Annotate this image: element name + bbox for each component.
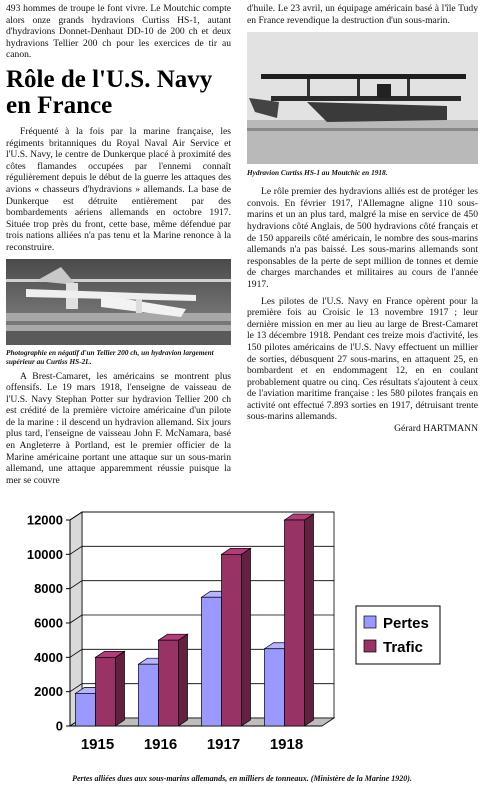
y-tick-label: 12000 [26, 512, 63, 528]
legend-label-trafic: Trafic [383, 639, 424, 656]
left-intro-text: 493 hommes de troupe le font vivre. Le Moutchic compte alors onze grands hydravions Curtiss HS-1, autant d'hydravions Donnet-Denhaut DD-10 de 200 ch et deux hydravions Tellier 200 ch pour les exercices de tir au canon. [6, 3, 231, 61]
bar-trafic-1917 [222, 554, 242, 726]
right-paragraph-1: Le rôle premier des hydravions alliés est de protéger les convois. En février 1917, l'Allemagne aligne 110 sous-marins et un an plus tard, malgré la mise en service de 450 hydravions côté Anglais, de 500 hydravions côté français et de 150 appareils côté américain, le nombre des sous-marins allemands n'a pas baissé. Les sous-marins allemands sont responsables de la perte de sept million de tonnes et demie de charges marchandes et militaires au cours de l'année 1917. [247, 186, 478, 290]
left-paragraph-2: A Brest-Camaret, les américains se montrent plus offensifs. Le 19 mars 1918, l'enseigne de vaisseau de l'U.S. Navy Stephan Potter sur hydravion Tellier 200 ch est crédité de la première victoire américaine d'un pilote de la marine : il descend un hydravion allemand. Six jours plus tard, l'enseigne de vaisseau John F. McNamara, basé en Angleterre à Portland, est le premier officier de la Marine américaine portant une attaque sur un sous-marin allemand, une attaque apparemment réussie puisque la mer se couvre [6, 370, 231, 486]
right-photo-caption: Hydravion Curtiss HS-1 au Moutchic en 1918. [247, 168, 388, 178]
y-tick-label: 4000 [34, 649, 63, 665]
y-tick-label: 6000 [34, 615, 63, 631]
right-column [247, 3, 478, 435]
legend-swatch-pertes [364, 616, 376, 628]
bar-side [179, 634, 188, 726]
bar-trafic-1916 [159, 640, 179, 726]
bar-pertes-1916 [139, 664, 159, 726]
bar-side [305, 514, 314, 726]
bar-pertes-1918 [265, 649, 285, 726]
left-photo-caption: Photographie en négatif d'un Tellier 200 ch, un hydravion largement supérieur au Curtiss HS-2L. [6, 347, 214, 366]
y-tick-label: 8000 [34, 581, 63, 597]
bar-trafic-1915 [96, 657, 116, 726]
section-heading: Rôle de l'U.S. Navy en France [6, 65, 213, 119]
y-tick-label: 10000 [26, 546, 63, 562]
right-paragraph-2: Les pilotes de l'U.S. Navy en France opèrent pour la première fois au Croisic le 13 novembre 1917 ; leur dernière mission en mer au lieu au large de Brest-Camaret le 13 décembre 1918. Pendant ces treize mois d'activité, les 150 pilotes américains de l'U.S. Navy effectuent un millier de sorties, débusquent 27 sous-marins, en attaquent 25, en bombardent et en endommagent 12, en en coulant probablement quatre ou cinq. Ces résultats s'ajoutent à ceux de l'aviation maritime française : les 580 pilotes français en activité ont effectué 7.893 sorties en 1917, détruisant trente sous-marins allemands. [247, 295, 478, 423]
losses-chart [18, 508, 470, 770]
chart-caption: Pertes alliées dues aux sous-marins allemands, en milliers de tonneaux. (Ministère de la Marine 1920). [72, 774, 412, 783]
bar-pertes-1915 [76, 693, 96, 726]
bar-side [116, 651, 125, 726]
x-tick-label: 1915 [80, 736, 115, 753]
curtiss-seaplane-photo [247, 32, 478, 164]
author-signature: Gérard HARTMANN [394, 423, 478, 435]
tellier-seaplane-photo [6, 259, 231, 345]
left-column [6, 3, 231, 486]
curtiss-seaplane-image [247, 32, 478, 164]
right-intro-text: d'huile. Le 23 avril, un équipage américain basé à l'île Tudy en France revendique la destruction d'un sous-marin. [247, 3, 478, 26]
legend-label-pertes: Pertes [383, 615, 429, 632]
x-tick-label: 1917 [206, 736, 241, 753]
left-paragraph-1: Fréquenté à la fois par la marine française, les régiments britanniques du Royal Naval Air Service et l'U.S. Navy, le centre de Dunkerque placé à proximité des côtes flamandes occupées par l'ennemi connaît régulièrement depuis le début de la guerre les attaques des avions « chasseurs d'hydravions » allemands. La base de Dunkerque est détruite entièrement par des bombardements aériens allemands en octobre 1917. Située trop près du front, cette base, même défendue par trois nations alliées n'a pas tenu et la Marine renonce à la reconstruire. [6, 125, 231, 253]
x-tick-label: 1916 [143, 736, 178, 753]
bar-pertes-1917 [202, 597, 222, 726]
chart-canvas [18, 508, 470, 770]
bar-side [242, 548, 251, 726]
y-tick-label: 2000 [34, 684, 63, 700]
y-tick-label: 0 [55, 718, 63, 734]
legend-swatch-trafic [364, 640, 376, 652]
bar-trafic-1918 [285, 520, 305, 726]
tellier-seaplane-image [6, 259, 231, 345]
x-tick-label: 1918 [269, 736, 304, 753]
